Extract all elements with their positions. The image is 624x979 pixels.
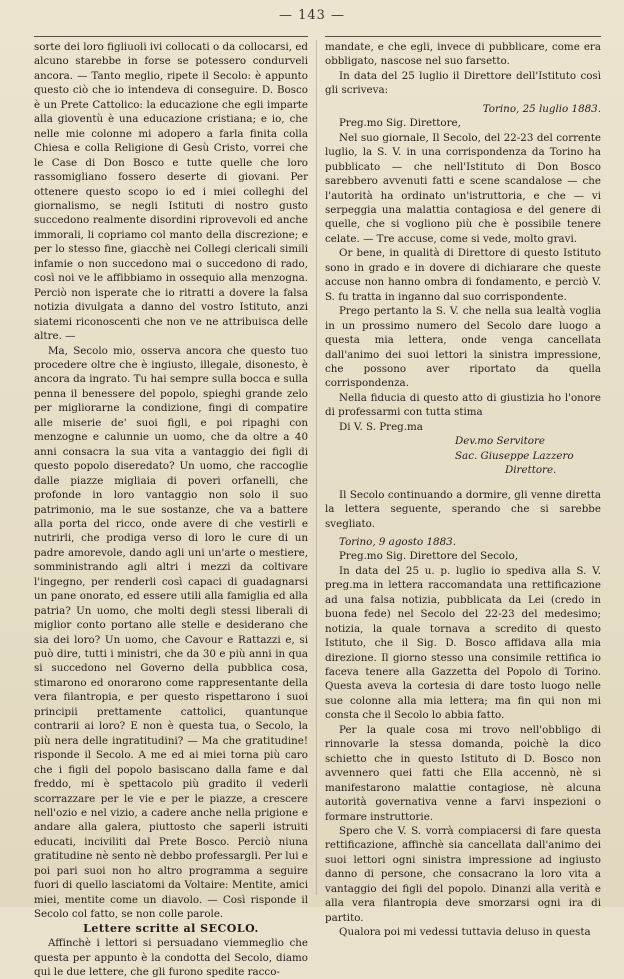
paragraph: Ma, Secolo mio, osserva ancora che questo tuo procedere oltre che è ingiusto, illegale, disonesto, è ancora da ingrato. Tu hai sempre sulla bocca e sulla penna il benessere del popolo, spieghi grande zelo per migliorarne la condizione, fingi di compatire alle miserie de' suoi figli, e poi ripaghi con menzogne e calunnie un uomo, che da oltre a 40 anni consacra la sua vita a vantaggio dei figli di questo popolo diseredato? Un uomo, che raccoglie dalle piazze migliaia di poveri orfanelli, che profonde in loro vantaggio non solo il suo patrimonio, ma le sue sostanze, che va a battere alla porta del ricco, onde avere di che vestirli e nutrirli, che prodiga verso di loro le cure di un padre amorevole, dando agli uni un'arte o mestiere, somministrando agli altri i mezzi da coltivare l'ingegno, per renderli così capaci di guadagnarsi un pane onorato, ed essere utili alla famiglia ed alla patria? Un uomo, che molti degli stessi liberali di miglior conto portano alle stelle e desiderano che sia dei loro? Un uomo, che Cavour e Rattazzi e, si può dire, tutti i ministri, che da 30 e più anni in qua si succedono nel Governo della pubblica cosa, stimarono ed onorarono come rappresentante della vera filantropia, e per questo rispettarono i suoi principii prettamente cattolici, quantunque contrarii ai loro? E non è questa tua, o Secolo, la più nera delle ingratitudini? — Ma che gratitudine! risponde il Secolo. A me ed ai miei torna più caro che i figli del popolo basiscano dalla fame e dal freddo, mi è spettacolo più gradito il vederli scorrazzare per le vie e per le piazze, a crescere nell'ozio e nel vizio, a cadere anche nella prigione e andare alla galera, piuttosto che saperli istruiti educati, inciviliti dal Prete Bosco. Perciò niuna gratitudine nè sento nè debbo professargli. Per lui e poi pari suoi non ho altro programma a seguire fuori di quello lasciatomi da Voltaire: Mentite, amici miei, mentite come un diavolo. — Così risponde il Secolo col fatto, se non colle parole. bbox=[34, 344, 308, 921]
paragraph: Qualora poi mi vedessi tuttavia deluso in questa bbox=[339, 926, 591, 939]
letter-salutation: Preg.mo Sig. Direttore, bbox=[339, 117, 461, 130]
paragraph: Nella fiducia di questo atto di giustizia ho l'onore di professarmi con tutta stima bbox=[325, 391, 601, 419]
paragraph: In data del 25 luglio il Direttore dell'Istituto così gli scriveva: bbox=[325, 69, 601, 97]
letter-dateline: Torino, 25 luglio 1883. bbox=[482, 102, 601, 115]
header-rule-right bbox=[325, 36, 601, 37]
paragraph: mandate, e che egli, invece di pubblicare, come era obbligato, nascose nel suo farsetto. bbox=[325, 41, 601, 68]
signature-line: Dev.mo Servitore bbox=[455, 435, 545, 448]
paragraph: Or bene, in qualità di Direttore di questo Istituto sono in grado e in dovere di dichiarare che queste accuse non hanno ombra di fondamento, e perciò V. S. fu tratta in inganno dal suo corrispondente. bbox=[325, 247, 601, 303]
right-column bbox=[325, 40, 601, 940]
letter-salutation: Preg.mo Sig. Direttore del Secolo, bbox=[339, 550, 518, 563]
paragraph: Nel suo giornale, Il Secolo, del 22-23 del corrente luglio, la S. V. in una corrispondenza da Torino ha pubblicato — che nell'Istituto di Don Bosco sarebbero avvenuti fatti e scene scandalose — che l'autorità ha ordinato un'istruttoria, e che — vi serpeggia una malattia contagiosa e del genere di quelle, che si vogliono più che è possibile tenere celate. — Tre accuse, come si vede, molto gravi. bbox=[325, 131, 601, 245]
paragraph: Per la quale cosa mi trovo nell'obbligo di rinnovarle la stessa domanda, poichè la dico schietto che in questo Istituto di D. Bosco non avvennero quei fatti che Ella accennò, nè si manifestarono malattie contagiose, nè alcuna autorità governativa venne a farvi inspezioni o formare instruttorie. bbox=[325, 723, 601, 823]
paragraph: In data del 25 u. p. luglio io spediva alla S. V. preg.ma in lettera raccomandata una rettificazione ad una falsa notizia, pubblicata da Lei (credo in buona fede) nel Secolo del 22-23 del medesimo; notizia, la quale tornava a scredito di questo Istituto, che il Sig. D. Bosco affidava alla mia direzione. Il giorno stesso una consimile rettifica io faceva tenere alla Gazzetta del Popolo di Torino. Questa aveva la cortesia di dare tosto luogo nelle sue colonne alla mia lettera; ma fin qui non mi consta che il Secolo lo abbia fatto. bbox=[325, 564, 601, 722]
header-rule-left bbox=[34, 36, 308, 37]
signature-title: Direttore. bbox=[505, 464, 557, 477]
column-divider bbox=[316, 40, 317, 895]
signature-name: Sac. Giuseppe Lazzero bbox=[455, 449, 574, 462]
paragraph: Spero che V. S. vorrà compiacersi di fare questa rettificazione, affinchè sia cancellata dall'animo dei suoi lettori ogni sinistra impressione ad ingiusto danno di persone, che consacrano la loro vita a vantaggio dei figli del popolo. Dinanzi alla verità e alla vera filantropia deve smorzarsi ogni ira di partito. bbox=[325, 825, 601, 924]
letter-sign-intro: Di V. S. Preg.ma bbox=[339, 420, 423, 433]
section-heading: Lettere scritte al SECOLO. bbox=[83, 921, 259, 935]
letter-signature bbox=[325, 434, 601, 477]
letter-dateline: Torino, 9 agosto 1883. bbox=[339, 535, 456, 548]
paragraph: sorte dei loro figliuoli ivi collocati o da collocarsi, ed alcuno starebbe in forse se potessero condurveli ancora. — Tanto meglio, ripete il Secolo: è appunto questo ciò che io intendeva di conseguire. D. Bosco è un Prete Cattolico: la educazione che egli imparte alla gioventù è una educazione cristiana; e io, che nelle mie colonne mi adopero a farla finita colla Chiesa e colla Religione di Gesù Cristo, vorrei che le Case di Don Bosco e tutte quelle che loro rassomigliano fossero deserte di giovani. Per ottenere questo scopo io ed i miei colleghi del giornalismo, se negli Istituti di nostro gusto succedono realmente disordini riprovevoli ed anche immorali, li copriamo col manto della discrezione; e per lo stesso fine, giacchè nei Collegi clericali simili infamie o non succedono mai o succedono di rado, così noi ve le affibbiamo in ossequio alla menzogna. Perciò non isperate che io ritratti a dovere la falsa notizia divulgata a danno del vostro Istituto, anzi siatemi riconoscenti che non ve ne attribuisca delle altre. — bbox=[34, 41, 308, 343]
paragraph: Il Secolo continuando a dormire, gli venne diretta la lettera seguente, sperando che si sarebbe svegliato. bbox=[325, 488, 601, 530]
paragraph: Prego pertanto la S. V. che nella sua lealtà voglia in un prossimo numero del Secolo dare luogo a questa mia lettera, onde venga cancellata dall'animo dei suoi lettori la sinistra impressione, che possono aver riportato da quella corrispondenza. bbox=[325, 305, 601, 390]
paragraph: Affinchè i lettori si persuadano viemmeglio che questa per appunto è la condotta del Secolo, diamo qui le due lettere, che gli furono spedite racco- bbox=[34, 937, 308, 978]
page-number: — 143 — bbox=[278, 8, 346, 23]
left-column bbox=[34, 40, 308, 979]
